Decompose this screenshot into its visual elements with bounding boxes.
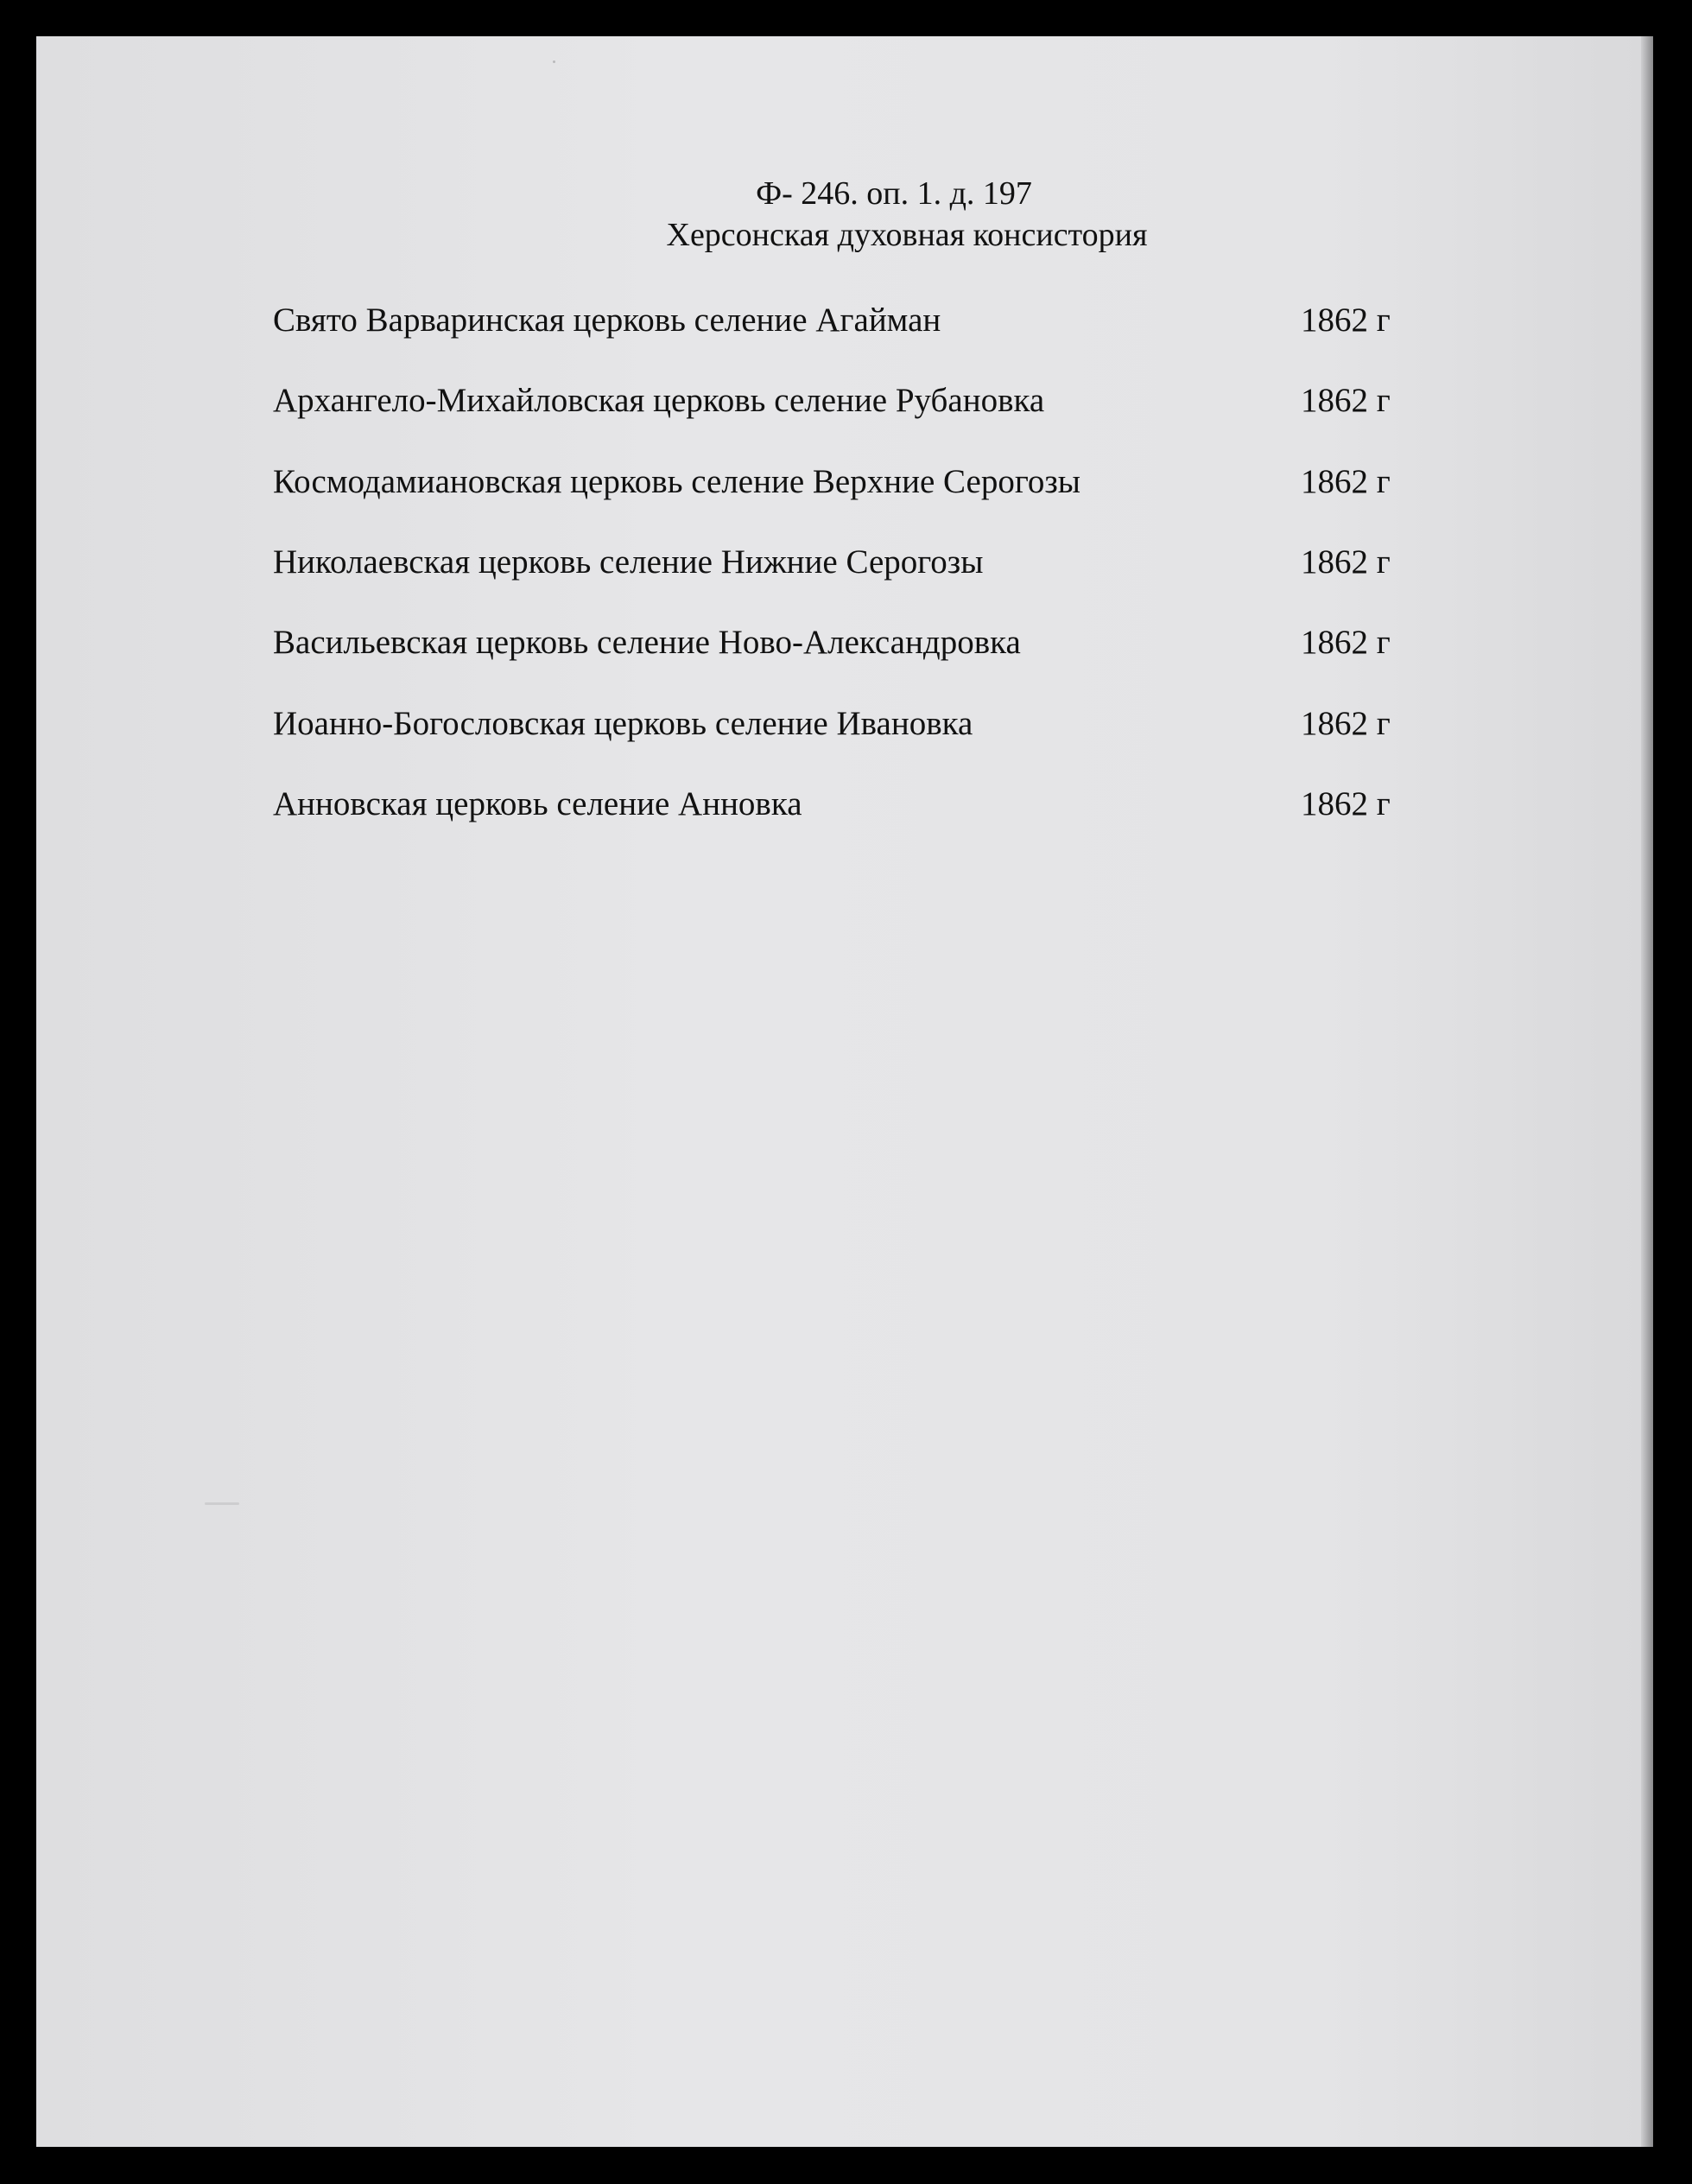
entry-year: 1862 г — [1301, 463, 1391, 500]
list-item — [273, 543, 1422, 586]
church-name: Архангело-Михайловская церковь селение Рубановка — [273, 382, 1045, 419]
church-name: Космодамиановская церковь селение Верхние Серогозы — [273, 463, 1080, 500]
entry-year: 1862 г — [1301, 543, 1391, 581]
list-item — [273, 623, 1422, 666]
list-item — [273, 704, 1422, 747]
paper-speck — [553, 60, 555, 63]
church-name: Николаевская церковь селение Нижние Серогозы — [273, 543, 984, 581]
entry-year: 1862 г — [1301, 785, 1391, 822]
list-item — [273, 381, 1422, 424]
institution-title: Херсонская духовная консистория — [666, 217, 1148, 253]
entry-year: 1862 г — [1301, 705, 1391, 742]
paper-edge-shadow — [1641, 36, 1653, 2147]
church-name: Анновская церковь селение Анновка — [273, 785, 802, 822]
entry-year: 1862 г — [1301, 302, 1391, 339]
list-item — [273, 784, 1422, 828]
paper-sheet — [36, 36, 1641, 2147]
entry-year: 1862 г — [1301, 624, 1391, 661]
church-name: Свято Варваринская церковь селение Агайман — [273, 302, 941, 339]
archive-reference: Ф- 246. оп. 1. д. 197 — [756, 175, 1032, 212]
church-name: Васильевская церковь селение Ново-Александровка — [273, 624, 1021, 661]
list-item — [273, 462, 1422, 505]
church-name: Иоанно-Богословская церковь селение Ивановка — [273, 705, 973, 742]
entry-year: 1862 г — [1301, 382, 1391, 419]
paper-speck — [205, 1502, 239, 1505]
list-item — [273, 301, 1422, 344]
